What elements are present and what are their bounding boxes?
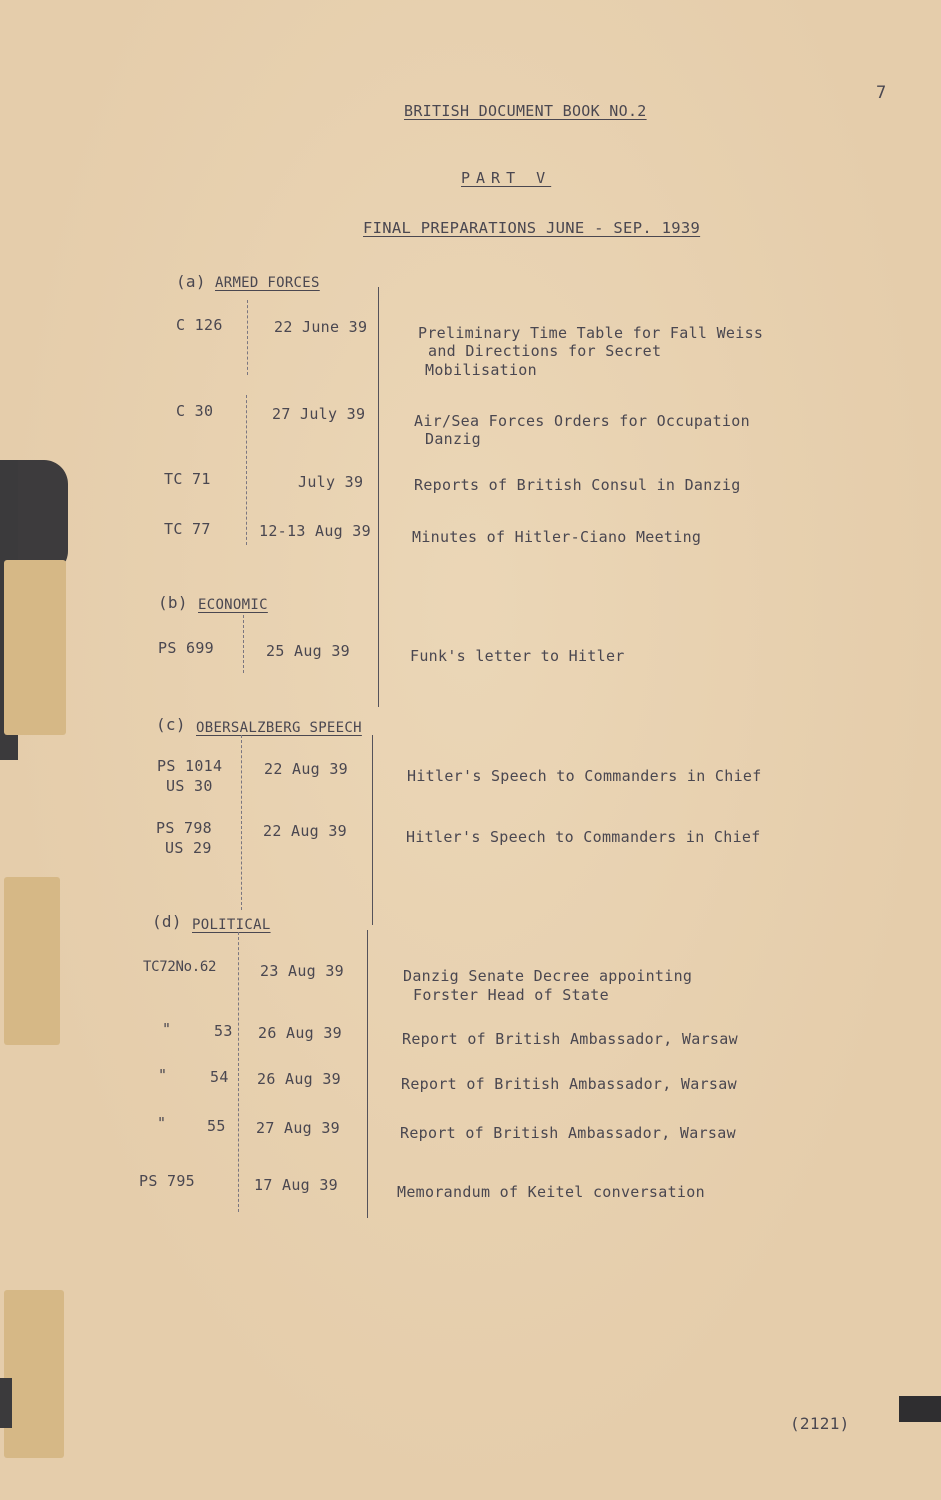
binding-tape xyxy=(4,560,66,735)
doc-date: 25 Aug 39 xyxy=(266,642,350,660)
doc-date: 27 Aug 39 xyxy=(256,1119,340,1137)
doc-ref: PS 1014 xyxy=(157,757,223,775)
doc-date: 22 June 39 xyxy=(274,318,368,336)
doc-description: Preliminary Time Table for Fall Weiss xyxy=(418,324,764,342)
section-title: FINAL PREPARATIONS JUNE - SEP. 1939 xyxy=(363,219,701,237)
doc-ref: US 29 xyxy=(165,839,212,857)
doc-ref: C 126 xyxy=(176,316,223,334)
binding-tape xyxy=(4,877,60,1045)
corner-clip xyxy=(899,1396,941,1422)
doc-description: Forster Head of State xyxy=(413,986,609,1004)
doc-description: Minutes of Hitler-Ciano Meeting xyxy=(412,528,702,546)
ref-column-divider xyxy=(247,300,248,375)
ref-column-divider xyxy=(246,395,247,545)
doc-description: Memorandum of Keitel conversation xyxy=(397,1183,705,1201)
doc-description: Reports of British Consul in Danzig xyxy=(414,476,741,494)
doc-description: Air/Sea Forces Orders for Occupation xyxy=(414,412,750,430)
doc-date: 26 Aug 39 xyxy=(257,1070,341,1088)
doc-description: Funk's letter to Hitler xyxy=(410,647,625,665)
doc-date: 12-13 Aug 39 xyxy=(259,522,371,540)
section-heading-armed-forces: ARMED FORCES xyxy=(215,275,320,291)
doc-date: July 39 xyxy=(298,473,364,491)
doc-ref: PS 699 xyxy=(158,639,214,657)
doc-description: Report of British Ambassador, Warsaw xyxy=(401,1075,737,1093)
ditto-mark: " xyxy=(162,1020,172,1038)
column-divider xyxy=(378,287,379,707)
column-divider xyxy=(372,735,373,925)
doc-date: 23 Aug 39 xyxy=(260,962,344,980)
page-number: 7 xyxy=(876,83,887,103)
part-title: PART V xyxy=(461,169,552,187)
doc-description: Report of British Ambassador, Warsaw xyxy=(400,1124,736,1142)
ref-column-divider xyxy=(243,615,244,673)
doc-description: Hitler's Speech to Commanders in Chief xyxy=(407,767,762,785)
column-divider xyxy=(367,930,368,1218)
doc-date: 22 Aug 39 xyxy=(263,822,347,840)
doc-ref: PS 795 xyxy=(139,1172,195,1190)
heading-prefix: (d) xyxy=(152,912,182,931)
doc-description: Mobilisation xyxy=(425,361,537,379)
binding-edge xyxy=(0,1378,12,1428)
ref-column-divider xyxy=(241,735,242,910)
ref-column-divider xyxy=(238,932,239,1212)
doc-ref: TC 71 xyxy=(164,470,211,488)
doc-number: 55 xyxy=(207,1117,226,1135)
document-code: (2121) xyxy=(790,1414,850,1433)
binding-tape xyxy=(4,1290,64,1458)
doc-date: 26 Aug 39 xyxy=(258,1024,342,1042)
doc-date: 22 Aug 39 xyxy=(264,760,348,778)
heading-prefix: (c) xyxy=(156,715,186,734)
doc-ref: US 30 xyxy=(166,777,213,795)
doc-number: 53 xyxy=(214,1022,233,1040)
heading-prefix: (b) xyxy=(158,593,188,612)
doc-number: 54 xyxy=(210,1068,229,1086)
doc-description: Report of British Ambassador, Warsaw xyxy=(402,1030,738,1048)
doc-description: Danzig Senate Decree appointing xyxy=(403,967,693,985)
heading-prefix: (a) xyxy=(176,272,206,291)
doc-date: 27 July 39 xyxy=(272,405,366,423)
ditto-mark: " xyxy=(158,1066,168,1084)
doc-description: Hitler's Speech to Commanders in Chief xyxy=(406,828,761,846)
section-heading-obersalzberg: OBERSALZBERG SPEECH xyxy=(196,720,362,736)
book-title: BRITISH DOCUMENT BOOK NO.2 xyxy=(404,102,647,120)
doc-description: Danzig xyxy=(425,430,481,448)
doc-ref: TC72No.62 xyxy=(143,959,217,975)
doc-date: 17 Aug 39 xyxy=(254,1176,338,1194)
binding-notch xyxy=(18,460,68,575)
doc-description: and Directions for Secret xyxy=(428,342,662,360)
ditto-mark: " xyxy=(157,1114,167,1132)
section-heading-political: POLITICAL xyxy=(192,917,271,933)
doc-ref: TC 77 xyxy=(164,520,211,538)
doc-ref: C 30 xyxy=(176,402,214,420)
doc-ref: PS 798 xyxy=(156,819,212,837)
section-heading-economic: ECONOMIC xyxy=(198,597,268,613)
